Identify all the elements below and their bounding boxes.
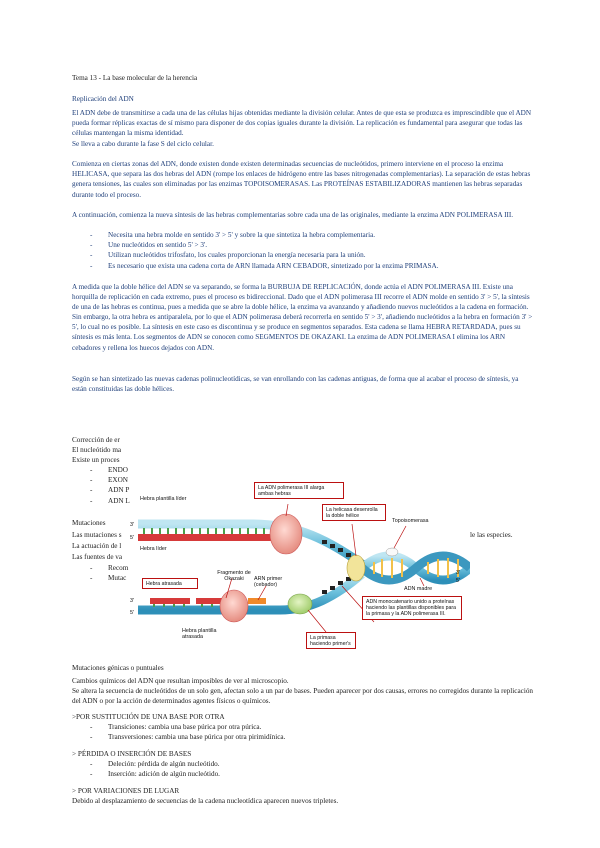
- paragraph-enrollado: Según se han sintetizado las nuevas cadenas polinucleotídicas, se van enrollando con las cadenas antiguas, de forma que al acabar el proceso de síntesis, ya están constituidas las doble hélices.: [72, 375, 519, 394]
- partial-correccion: Corrección de er: [72, 436, 120, 444]
- bullet-item: - Utilizan nucleótidos trifosfato, los cuales proporcionan la energía necesaria para la unión.: [72, 250, 534, 260]
- partial-right-tail: le las especies.: [470, 531, 513, 539]
- label-5prime-c: 5': [130, 610, 135, 616]
- paragraph-polimerasa: A continuación, comienza la nueva síntesis de las hebras complementarias sobre cada una de las originales, mediante la enzima ADN POLIMERASA III.: [72, 211, 514, 219]
- bullet-item: - Transiciones: cambia una base púrica por otra púrica.: [72, 722, 472, 732]
- topoisomerase: [386, 548, 398, 556]
- label-arn-primer: ARN primer (cebador): [254, 576, 283, 589]
- section-heading-replicacion: Replicación del ADN: [72, 95, 134, 103]
- bullet-item: - Mutac: [72, 573, 172, 583]
- heading-variaciones-lugar: > POR VARIACIONES DE LUGAR: [72, 787, 180, 795]
- label-hebra-atrasada: Hebra atrasada: [142, 578, 198, 589]
- partial-mutaciones-3: Las fuentes de va: [72, 553, 123, 561]
- paragraph-secuencia: Se altera la secuencia de nucleótidos de un solo gen, afectan solo a un par de bases. Pueden aparecer por dos causas, errores no corregidos durante la replicación del ADN o por la acción de determinados agentes físicos o químicos.: [72, 687, 534, 706]
- bullet-item: - Es necesario que exista una cadena corta de ARN llamada ARN CEBADOR, sintetizado por la enzima PRIMASA.: [72, 261, 534, 271]
- paragraph-fase-s: Se lleva a cabo durante la fase S del ciclo celular.: [72, 139, 214, 148]
- label-3prime-b: 3': [456, 570, 461, 576]
- polymerase-iii-upper: [270, 514, 302, 554]
- label-adn-monocatenario: ADN monocatenario unido a proteínas haciendo las plantillas disponibles para la primasa y la ADN polimerasa III.: [362, 596, 462, 620]
- bullet-item: - ADN L: [72, 496, 172, 506]
- partial-nucleotido: El nucleótido ma: [72, 446, 122, 454]
- sustitucion-list: [72, 722, 472, 742]
- bullet-item: - Inserción: adición de algún nucleótido.: [72, 769, 472, 779]
- polimerasa-bullets: [72, 230, 534, 271]
- label-helicasa: La helicasa desenrolla la doble hélice: [322, 504, 386, 521]
- bullet-item: - ENDO: [72, 465, 172, 475]
- bullet-item: - Recom: [72, 563, 172, 573]
- label-primasa: La primasa haciendo primer's: [306, 632, 356, 649]
- polymerase-iii-lower: [220, 590, 248, 622]
- paragraph-okazaki: Sin embargo, la otra hebra es antiparalela, por lo que el ADN polimerasa deberá recorrerla en sentido 5' > 3', añadiendo nucleótidos a la hebra en formación 3' > 5', lo cual no es posible. La síntesis en este caso es discontinua y se produce en segmentos separados. Esta cadena se llama HEBRA RETARDADA, pues su síntesis es más lenta. Los segmentos de ADN se conocen como SEGMENTOS DE OKAZAKI. La enzima de ADN POLIMERASA I elimina los ARN cebadores y rellena los huecos dejados con ADN.: [72, 313, 533, 352]
- label-topoisomerasa: Topoisomerasa: [392, 518, 429, 524]
- label-3prime-a: 3': [130, 522, 135, 528]
- helicase: [347, 555, 365, 581]
- document-title: Tema 13 - La base molecular de la herencia: [72, 74, 198, 82]
- section-heading-mutaciones-genicas: Mutaciones génicas o puntuales: [72, 664, 164, 672]
- perdida-list: [72, 759, 472, 779]
- label-5prime-b: 5': [456, 578, 461, 584]
- replication-diagram: [130, 482, 470, 657]
- paragraph-intro: El ADN debe de transmitirse a cada una de las células hijas obtenidas mediante la división celular. Antes de que esta se produzca es imprescindible que el ADN pueda formar réplicas exactas de sí mismo para disponer de dos copias iguales durante la división. La replicación es fundamental para asegurar que todas las células mantengan la misma identidad.: [72, 109, 532, 138]
- partial-proceso: Existe un proces: [72, 456, 120, 464]
- label-fragmento-okazaki-2: Fragmento de Okazaki: [217, 570, 251, 583]
- partial-mutaciones-1: Las mutaciones s: [72, 531, 122, 539]
- bullet-item: - Transversiones: cambia una base púrica por otra pirimidínica.: [72, 732, 472, 742]
- label-5prime-a: 5': [130, 535, 135, 541]
- label-3prime-c: 3': [130, 598, 135, 604]
- label-hebra-plantilla-atrasada: Hebra plantilla atrasada: [182, 628, 217, 641]
- partial-mutaciones-2: La actuación de l: [72, 542, 122, 550]
- paragraph-desplazamiento: Debido al desplazamiento de secuencias de la cadena nucleotídica aparecen nuevos tripletes.: [72, 797, 339, 805]
- bullet-item: - EXON: [72, 475, 172, 485]
- paragraph-cambios-quimicos: Cambios químicos del ADN que resultan imposibles de ver al microscopio.: [72, 677, 289, 685]
- bullet-item: - Une nucleótidos en sentido 5' > 3'.: [72, 240, 534, 250]
- bullet-item: - Necesita una hebra molde en sentido 3' > 5' y sobre la que sintetiza la hebra complementaria.: [72, 230, 534, 240]
- heading-sustitucion: >POR SUSTITUCIÓN DE UNA BASE POR OTRA: [72, 713, 225, 721]
- label-hebra-plantilla-lider: Hebra plantilla líder: [140, 496, 187, 502]
- bullet-item: - Deleción: pérdida de algún nucleótido.: [72, 759, 472, 769]
- label-adn-madre: ADN madre: [404, 586, 433, 592]
- heading-perdida-insercion: > PÉRDIDA O INSERCIÓN DE BASES: [72, 750, 192, 758]
- bullet-item: - ADN P: [72, 485, 172, 495]
- label-adn-pol-iii: La ADN polimerasa III alarga ambas hebras: [254, 482, 344, 499]
- replication-fork-figure: [130, 482, 470, 657]
- label-hebra-lider: Hebra líder: [140, 546, 167, 552]
- paragraph-helicasa: Comienza en ciertas zonas del ADN, donde existen donde existen determinadas secuencias de nucleótidos, primero interviene en el proceso la enzima HELICASA, que separa las dos hebras del ADN (rompe los enlaces de hidrógeno entre las bases nitrogenadas complementarias). La separación de estas hebras genera tensiones, las cuales son eliminadas por las enzimas TOPOISOMERASAS. Las PROTEÍNAS ESTABILIZADORAS mantienen las hebras separadas durante todo el proceso.: [72, 160, 531, 199]
- partial-mutaciones-heading: Mutaciones: [72, 519, 106, 527]
- paragraph-burbuja: A medida que la doble hélice del ADN se va separando, se forma la BURBUJA DE REPLICACIÓN, donde actúa el ADN POLIMERASA III. Existe una horquilla de replicación en cada extremo, pues el proceso es bidireccional. Dado que el ADN polimerasa III recorre el ADN molde en sentido 3' > 5', la síntesis de una de las hebras es continua, pues a medida que se abre la doble hélice, la enzima va avanzando y añadiendo nuevos nucleótidos a la cadena en formación.: [72, 283, 530, 312]
